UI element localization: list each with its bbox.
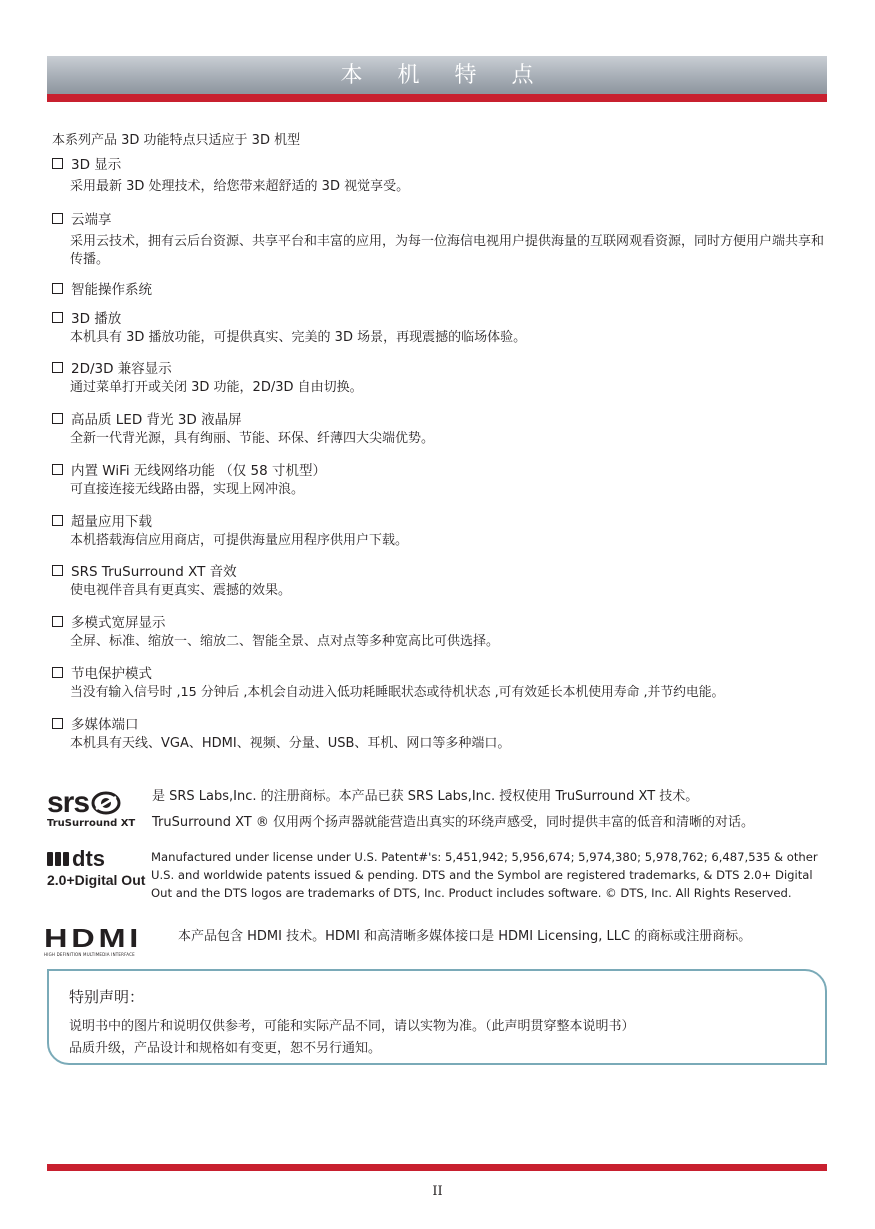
dts-license-text: Manufactured under license under U.S. Patent#'s: 5,451,942; 5,956,674; 5,974,380; 5,978,762; 6,487,535 & other U.S. and worldwide patents issued & pending. DTS and the Symbol are registered trademarks, & DTS 2.0+ Digital Out and the DTS logos are trademarks of DTS, Inc. Product includes software. © DTS, Inc. All Rights Reserved. (151, 850, 818, 900)
list-item (52, 154, 827, 196)
checkbox-bullet-icon (52, 515, 63, 526)
feature-description: 当没有输入信号时 ,15 分钟后 ,本机会自动进入低功耗睡眠状态或待机状态 ,可有效延长本机使用寿命 ,并节约电能。 (70, 685, 725, 700)
checkbox-bullet-icon (52, 565, 63, 576)
list-item (52, 561, 827, 600)
dts-symbol-icon (47, 851, 69, 867)
list-item (52, 663, 827, 702)
hdmi-text: 本产品包含 HDMI 技术。HDMI 和高清晰多媒体接口是 HDMI Licensing, LLC 的商标或注册商标。 (178, 929, 752, 944)
feature-description: 使电视伴音具有更真实、震撼的效果。 (70, 583, 292, 598)
list-item (52, 209, 827, 269)
hdmi-logo (44, 923, 178, 957)
feature-description: 采用最新 3D 处理技术，给您带来超舒适的 3D 视觉享受。 (70, 179, 410, 194)
feature-title: 多模式宽屏显示 (71, 615, 166, 631)
dts-logo-caption: 2.0+Digital Out (47, 872, 146, 888)
feature-title: 3D 显示 (71, 157, 122, 173)
feature-description: 可直接连接无线路由器，实现上网冲浪。 (70, 482, 305, 497)
page-title: 本 机 特 点 (340, 63, 548, 88)
feature-title: 智能操作系统 (71, 282, 152, 298)
list-item (52, 308, 827, 347)
srs-line-2: TruSurround XT ® 仅用两个扬声器就能营造出真实的环绕声感受，同时提供丰富的低音和清晰的对话。 (152, 815, 754, 830)
checkbox-bullet-icon (52, 213, 63, 224)
section-header (47, 56, 827, 94)
dts-trademark-block (47, 848, 826, 902)
notice-line-1: 说明书中的图片和说明仅供参考，可能和实际产品不同，请以实物为准。（此声明贯穿整本说明书） (69, 1019, 635, 1034)
list-item (52, 460, 827, 499)
feature-description: 全新一代背光源，具有绚丽、节能、环保、纤薄四大尖端优势。 (70, 431, 435, 446)
intro-text: 本系列产品 3D 功能特点只适应于 3D 机型 (52, 133, 301, 148)
list-item (52, 409, 827, 448)
feature-title: 2D/3D 兼容显示 (71, 361, 172, 377)
feature-title: 3D 播放 (71, 311, 122, 327)
footer-divider (47, 1164, 827, 1171)
feature-title: 多媒体端口 (71, 717, 139, 733)
page-number: II (432, 1184, 443, 1199)
feature-description: 本机搭载海信应用商店，可提供海量应用程序供用户下载。 (70, 533, 409, 548)
feature-title: 节电保护模式 (71, 666, 152, 682)
feature-title: 云端享 (71, 212, 112, 228)
list-item (52, 612, 827, 651)
srs-eye-icon (91, 790, 121, 816)
special-notice-box (47, 969, 827, 1065)
feature-title: 内置 WiFi 无线网络功能 （仅 58 寸机型） (71, 463, 326, 479)
srs-logo-caption: TruSurround XT (47, 818, 136, 829)
checkbox-bullet-icon (52, 158, 63, 169)
feature-description: 通过菜单打开或关闭 3D 功能，2D/3D 自由切换。 (70, 380, 363, 395)
feature-title: SRS TruSurround XT 音效 (71, 564, 237, 580)
list-item (52, 714, 827, 753)
checkbox-bullet-icon (52, 464, 63, 475)
feature-title: 超量应用下载 (71, 514, 152, 530)
srs-line-1: 是 SRS Labs,Inc. 的注册商标。本产品已获 SRS Labs,Inc. 授权使用 TruSurround XT 技术。 (152, 789, 699, 804)
list-item (52, 511, 827, 550)
checkbox-bullet-icon (52, 616, 63, 627)
dts-logo (47, 848, 151, 888)
feature-description: 本机具有 3D 播放功能，可提供真实、完美的 3D 场景，再现震撼的临场体验。 (70, 330, 527, 345)
srs-logo-wordmark: srs (47, 786, 90, 819)
checkbox-bullet-icon (52, 718, 63, 729)
hdmi-trademark-block (44, 923, 752, 957)
checkbox-bullet-icon (52, 312, 63, 323)
list-item (52, 279, 827, 297)
notice-title: 特别声明： (69, 988, 145, 1006)
feature-description: 采用云技术，拥有云后台资源、共享平台和丰富的应用，为每一位海信电视用户提供海量的互联网观看资源，同时方便用户端共享和传播。 (70, 234, 825, 267)
checkbox-bullet-icon (52, 413, 63, 424)
list-item (52, 358, 827, 397)
feature-title: 高品质 LED 背光 3D 液晶屏 (71, 412, 242, 428)
header-divider (47, 94, 827, 102)
notice-line-2: 品质升级，产品设计和规格如有变更，恕不另行通知。 (69, 1041, 382, 1056)
checkbox-bullet-icon (52, 283, 63, 294)
checkbox-bullet-icon (52, 362, 63, 373)
dts-logo-wordmark: dts (72, 846, 105, 871)
srs-trademark-block (47, 788, 754, 834)
feature-description: 全屏、标准、缩放一、缩放二、智能全景、点对点等多种宽高比可供选择。 (70, 634, 500, 649)
srs-logo (47, 788, 151, 829)
checkbox-bullet-icon (52, 667, 63, 678)
hdmi-logo-wordmark: HDMI (44, 923, 143, 953)
hdmi-logo-caption: HIGH DEFINITION MULTIMEDIA INTERFACE (44, 952, 135, 957)
feature-description: 本机具有天线、VGA、HDMI、视频、分量、USB、耳机、网口等多种端口。 (70, 736, 511, 751)
